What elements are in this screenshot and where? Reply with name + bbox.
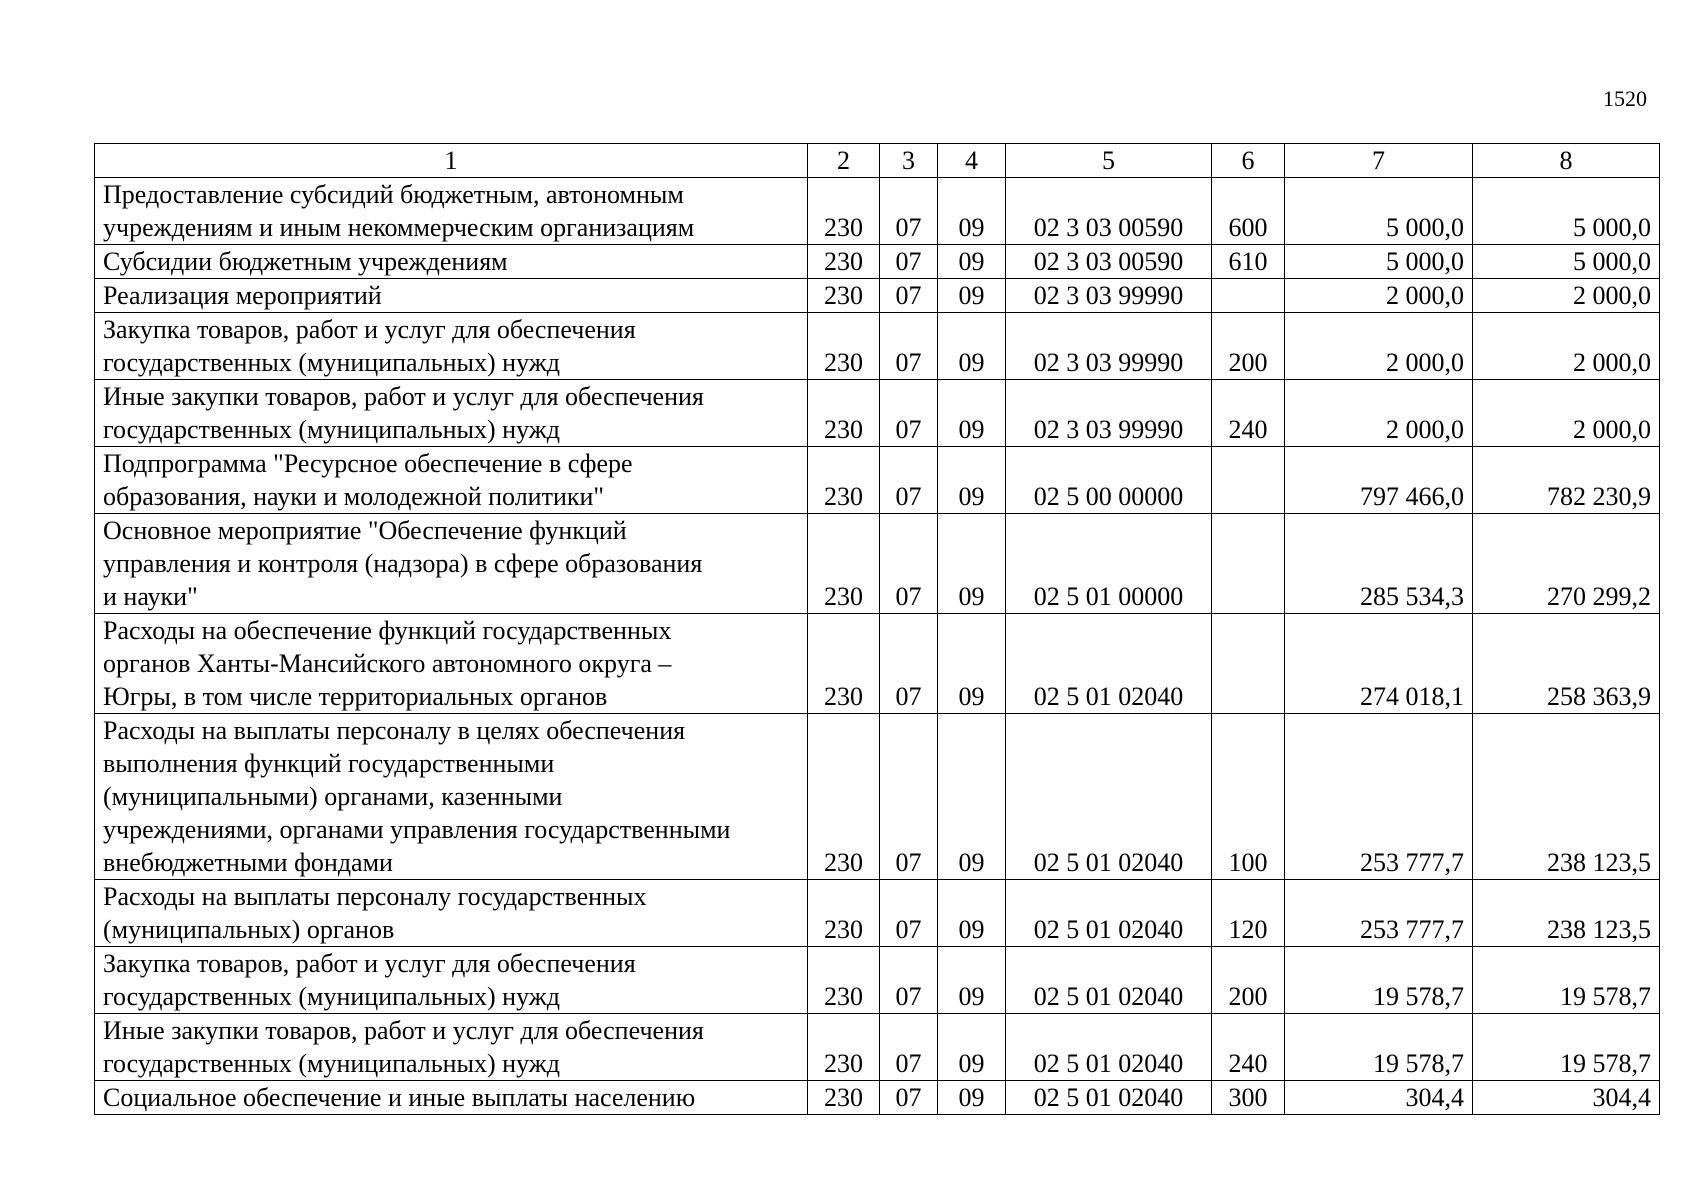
expense-type-code-cell: 100 [1212,714,1285,880]
expense-type-code-cell [1212,279,1285,313]
subsection-code-cell: 09 [938,947,1006,1014]
table-row [95,447,1660,514]
amount-year-1-cell: 5 000,0 [1285,178,1473,245]
target-article-code-cell: 02 5 01 02040 [1006,947,1212,1014]
target-article-code-cell: 02 3 03 00590 [1006,245,1212,279]
amount-year-1-cell: 5 000,0 [1285,245,1473,279]
amount-year-1-cell: 2 000,0 [1285,380,1473,447]
amount-year-2-cell: 19 578,7 [1473,1014,1660,1081]
expense-name-line: Закупка товаров, работ и услуг для обеспечения [103,315,636,344]
expense-name-cell [95,1014,808,1081]
subsection-code-cell: 09 [938,1014,1006,1081]
target-article-code-cell: 02 5 01 02040 [1006,880,1212,947]
header-cell: 6 [1212,144,1285,178]
target-article-code-cell: 02 3 03 99990 [1006,279,1212,313]
header-cell: 2 [808,144,880,178]
amount-year-2-cell: 2 000,0 [1473,279,1660,313]
budget-section-code-cell: 230 [808,1014,880,1081]
section-code-cell: 07 [880,380,938,447]
section-code-cell: 07 [880,313,938,380]
header-cell: 5 [1006,144,1212,178]
header-cell: 3 [880,144,938,178]
expense-name-line: государственных (муниципальных) нужд [103,348,560,377]
target-article-code-cell: 02 5 01 00000 [1006,514,1212,614]
amount-year-2-cell: 238 123,5 [1473,880,1660,947]
expense-type-code-cell [1212,514,1285,614]
amount-year-1-cell: 2 000,0 [1285,313,1473,380]
amount-year-1-cell: 797 466,0 [1285,447,1473,514]
section-code-cell: 07 [880,880,938,947]
amount-year-2-cell: 5 000,0 [1473,245,1660,279]
expense-name-line: учреждениям и иным некоммерческим организациям [103,213,695,242]
budget-section-code-cell: 230 [808,279,880,313]
expense-name-line: Предоставление субсидий бюджетным, автономным [103,180,684,209]
expense-name-line: образования, науки и молодежной политики" [103,482,605,511]
amount-year-1-cell: 253 777,7 [1285,714,1473,880]
section-code-cell: 07 [880,245,938,279]
section-code-cell: 07 [880,447,938,514]
expense-name-line: и науки" [103,582,198,611]
expense-type-code-cell [1212,447,1285,514]
expense-name-cell [95,245,808,279]
expense-name-line: Расходы на выплаты персоналу государственных [103,882,647,911]
subsection-code-cell: 09 [938,614,1006,714]
target-article-code-cell: 02 3 03 99990 [1006,380,1212,447]
budget-section-code-cell: 230 [808,880,880,947]
expense-name-line: Югры, в том числе территориальных органов [103,682,608,711]
budget-section-code-cell: 230 [808,714,880,880]
table-row [95,1014,1660,1081]
table-row [95,947,1660,1014]
budget-section-code-cell: 230 [808,614,880,714]
subsection-code-cell: 09 [938,313,1006,380]
amount-year-2-cell: 270 299,2 [1473,514,1660,614]
header-cell: 8 [1473,144,1660,178]
amount-year-1-cell: 285 534,3 [1285,514,1473,614]
table-body [95,178,1660,1115]
target-article-code-cell: 02 5 01 02040 [1006,614,1212,714]
subsection-code-cell: 09 [938,279,1006,313]
budget-section-code-cell: 230 [808,245,880,279]
target-article-code-cell: 02 5 01 02040 [1006,1081,1212,1115]
expense-name-line: выполнения функций государственными [103,749,555,778]
amount-year-2-cell: 2 000,0 [1473,313,1660,380]
expense-name-line: Подпрограмма "Ресурсное обеспечение в сфере [103,449,633,478]
amount-year-2-cell: 304,4 [1473,1081,1660,1115]
amount-year-2-cell: 2 000,0 [1473,380,1660,447]
amount-year-2-cell: 19 578,7 [1473,947,1660,1014]
table-row [95,380,1660,447]
expense-name-cell [95,880,808,947]
budget-section-code-cell: 230 [808,380,880,447]
target-article-code-cell: 02 3 03 00590 [1006,178,1212,245]
section-code-cell: 07 [880,514,938,614]
header-row [95,144,1660,178]
amount-year-2-cell: 258 363,9 [1473,614,1660,714]
expense-name-line: Расходы на обеспечение функций государственных [103,616,672,645]
budget-section-code-cell: 230 [808,313,880,380]
amount-year-1-cell: 304,4 [1285,1081,1473,1115]
target-article-code-cell: 02 5 01 02040 [1006,714,1212,880]
budget-table [94,143,1660,1115]
expense-name-cell [95,178,808,245]
expense-type-code-cell: 200 [1212,313,1285,380]
expense-name-line: Социальное обеспечение и иные выплаты населению [103,1083,696,1112]
page-number: 1520 [1603,86,1647,111]
table-row [95,514,1660,614]
section-code-cell: 07 [880,614,938,714]
subsection-code-cell: 09 [938,380,1006,447]
section-code-cell: 07 [880,178,938,245]
table-row [95,1081,1660,1115]
expense-name-cell [95,947,808,1014]
expense-name-line: Расходы на выплаты персоналу в целях обеспечения [103,716,686,745]
expense-name-cell [95,380,808,447]
section-code-cell: 07 [880,1081,938,1115]
header-cell: 4 [938,144,1006,178]
target-article-code-cell: 02 5 00 00000 [1006,447,1212,514]
table-row [95,279,1660,313]
expense-name-line: (муниципальных) органов [103,915,395,944]
expense-name-cell [95,279,808,313]
subsection-code-cell: 09 [938,447,1006,514]
amount-year-2-cell: 782 230,9 [1473,447,1660,514]
subsection-code-cell: 09 [938,714,1006,880]
amount-year-2-cell: 5 000,0 [1473,178,1660,245]
expense-name-line: органов Ханты-Мансийского автономного округа – [103,649,672,678]
section-code-cell: 07 [880,279,938,313]
amount-year-1-cell: 253 777,7 [1285,880,1473,947]
expense-name-line: управления и контроля (надзора) в сфере образования [103,549,703,578]
expense-name-line: Реализация мероприятий [103,281,382,310]
budget-section-code-cell: 230 [808,178,880,245]
target-article-code-cell: 02 5 01 02040 [1006,1014,1212,1081]
expense-name-line: государственных (муниципальных) нужд [103,415,560,444]
expense-name-cell [95,714,808,880]
section-code-cell: 07 [880,714,938,880]
expense-type-code-cell: 200 [1212,947,1285,1014]
expense-name-line: государственных (муниципальных) нужд [103,982,560,1011]
subsection-code-cell: 09 [938,1081,1006,1115]
header-cell: 1 [95,144,808,178]
amount-year-1-cell: 274 018,1 [1285,614,1473,714]
subsection-code-cell: 09 [938,178,1006,245]
expense-name-line: Субсидии бюджетным учреждениям [103,247,508,276]
expense-name-cell [95,614,808,714]
budget-section-code-cell: 230 [808,1081,880,1115]
expense-name-line: (муниципальными) органами, казенными [103,782,563,811]
amount-year-1-cell: 19 578,7 [1285,1014,1473,1081]
budget-section-code-cell: 230 [808,447,880,514]
table-row [95,313,1660,380]
expense-type-code-cell: 600 [1212,178,1285,245]
expense-name-line: государственных (муниципальных) нужд [103,1049,560,1078]
expense-name-cell [95,313,808,380]
subsection-code-cell: 09 [938,514,1006,614]
expense-name-line: Иные закупки товаров, работ и услуг для обеспечения [103,382,704,411]
expense-name-cell [95,514,808,614]
table-row [95,880,1660,947]
expense-type-code-cell: 610 [1212,245,1285,279]
expense-name-line: Закупка товаров, работ и услуг для обеспечения [103,949,636,978]
expense-name-line: Иные закупки товаров, работ и услуг для обеспечения [103,1016,704,1045]
table-row [95,714,1660,880]
expense-name-cell [95,1081,808,1115]
expense-name-line: Основное мероприятие "Обеспечение функций [103,516,627,545]
section-code-cell: 07 [880,1014,938,1081]
expense-type-code-cell: 120 [1212,880,1285,947]
expense-name-cell [95,447,808,514]
expense-type-code-cell: 240 [1212,380,1285,447]
table-header [95,144,1660,178]
amount-year-1-cell: 19 578,7 [1285,947,1473,1014]
subsection-code-cell: 09 [938,245,1006,279]
expense-name-line: учреждениями, органами управления государственными [103,815,731,844]
amount-year-1-cell: 2 000,0 [1285,279,1473,313]
expense-type-code-cell: 300 [1212,1081,1285,1115]
expense-type-code-cell: 240 [1212,1014,1285,1081]
budget-section-code-cell: 230 [808,947,880,1014]
expense-name-line: внебюджетными фондами [103,848,393,877]
subsection-code-cell: 09 [938,880,1006,947]
table-row [95,245,1660,279]
budget-section-code-cell: 230 [808,514,880,614]
table-row [95,178,1660,245]
target-article-code-cell: 02 3 03 99990 [1006,313,1212,380]
section-code-cell: 07 [880,947,938,1014]
expense-type-code-cell [1212,614,1285,714]
amount-year-2-cell: 238 123,5 [1473,714,1660,880]
table-row [95,614,1660,714]
header-cell: 7 [1285,144,1473,178]
